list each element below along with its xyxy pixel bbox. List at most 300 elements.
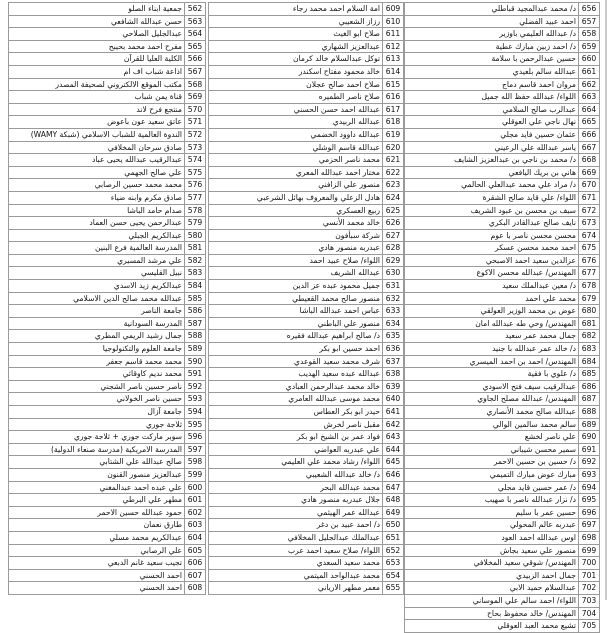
- row-name: محمد علي احمد: [405, 292, 579, 305]
- row-name: جامعة آزال: [9, 406, 185, 419]
- list-row: [9, 456, 206, 469]
- row-name: علي صالح الجهمي: [9, 166, 185, 179]
- row-number: 656: [579, 3, 600, 16]
- row-number: 660: [579, 53, 600, 66]
- row-number: 647: [383, 481, 404, 494]
- list-row: [405, 607, 600, 620]
- list-row: [405, 519, 600, 532]
- list-row: [405, 154, 600, 167]
- list-row: [405, 179, 600, 192]
- row-number: 695: [579, 494, 600, 507]
- row-name: عباس احمد عبدالله الباشا: [209, 305, 383, 318]
- row-number: 668: [579, 154, 600, 167]
- list-row: [209, 456, 404, 469]
- row-number: 634: [383, 317, 404, 330]
- row-number: 565: [185, 40, 206, 53]
- list-row: [9, 179, 206, 192]
- row-name: حسين عبدالرحمن با سلامة: [405, 53, 579, 66]
- row-name: عبدالكريم الجبلي: [9, 229, 185, 242]
- row-name: تجيب سعيد غانم الدبعي: [9, 557, 185, 570]
- row-name: خالد محمد عبدالرحمن العبادي: [209, 380, 383, 393]
- row-name: اوس عبدالله احمد العود: [405, 531, 579, 544]
- list-row: [9, 355, 206, 368]
- row-number: 642: [383, 418, 404, 431]
- row-number: 617: [383, 103, 404, 116]
- row-number: 677: [579, 267, 600, 280]
- row-name: مطهر علي البرطي: [9, 494, 185, 507]
- row-number: 652: [383, 544, 404, 557]
- row-number: 627: [383, 229, 404, 242]
- row-number: 598: [185, 456, 206, 469]
- row-number: 615: [383, 78, 404, 91]
- row-name: مروان احمد قاسم دماج: [405, 78, 579, 91]
- list-row: [9, 154, 206, 167]
- row-name: احمد عبيد الفضلي: [405, 15, 579, 28]
- list-row: [209, 28, 404, 41]
- list-row: [209, 179, 404, 192]
- row-name: اللواء/ احمد سالم علي الموساني: [405, 594, 579, 607]
- row-number: 567: [185, 65, 206, 78]
- list-row: [405, 78, 600, 91]
- row-name: عبدالرقيب عبدالله يحيى عباد: [9, 154, 185, 167]
- list-row: [209, 305, 404, 318]
- row-number: 704: [579, 607, 600, 620]
- list-row: [9, 406, 206, 419]
- list-row: [209, 217, 404, 230]
- row-name: عبدالله عمر الهيثمي: [209, 506, 383, 519]
- row-number: 562: [185, 3, 206, 16]
- row-name: منصور صالح محمد القعيطي: [209, 292, 383, 305]
- row-number: 591: [185, 368, 206, 381]
- row-name: طارق نعمان: [9, 519, 185, 532]
- row-number: 655: [383, 582, 404, 595]
- row-number: 670: [579, 179, 600, 192]
- list-row: [209, 343, 404, 356]
- list-row: [9, 91, 206, 104]
- row-name: د/ معين عبدالملك سعيد: [405, 280, 579, 293]
- row-number: 699: [579, 544, 600, 557]
- row-number: 696: [579, 506, 600, 519]
- list-row: [9, 481, 206, 494]
- list-row: [9, 78, 206, 91]
- list-row: [405, 431, 600, 444]
- list-row: [405, 242, 600, 255]
- list-row: [405, 91, 600, 104]
- list-row: [9, 531, 206, 544]
- row-name: عوض بن محمد الوزير العولقي: [405, 305, 579, 318]
- row-name: رزاز الشعيبي: [209, 15, 383, 28]
- list-row: [405, 229, 600, 242]
- list-row: [9, 317, 206, 330]
- row-number: 608: [185, 582, 206, 595]
- row-name: سالم محمد سالمين الوالي: [405, 418, 579, 431]
- list-row: [405, 3, 600, 16]
- list-row: [9, 544, 206, 557]
- row-number: 566: [185, 53, 206, 66]
- row-number: 595: [185, 418, 206, 431]
- row-number: 622: [383, 166, 404, 179]
- row-number: 674: [579, 229, 600, 242]
- row-number: 687: [579, 393, 600, 406]
- row-number: 592: [185, 380, 206, 393]
- row-name: علي عبده احمد عبدالمغني: [9, 481, 185, 494]
- row-number: 603: [185, 519, 206, 532]
- row-number: 639: [383, 380, 404, 393]
- row-number: 576: [185, 179, 206, 192]
- list-row: [9, 254, 206, 267]
- row-number: 625: [383, 204, 404, 217]
- list-row: [9, 494, 206, 507]
- row-number: 586: [185, 305, 206, 318]
- row-name: علي مرشد المسيري: [9, 254, 185, 267]
- row-name: عبدربه عالم المحولي: [405, 519, 579, 532]
- row-number: 698: [579, 531, 600, 544]
- row-name: احمد محمد محسن عسكر: [405, 242, 579, 255]
- list-row: [405, 280, 600, 293]
- list-row: [405, 217, 600, 230]
- row-name: احمد الحسني: [9, 569, 185, 582]
- row-number: 637: [383, 355, 404, 368]
- row-number: 672: [579, 204, 600, 217]
- row-number: 610: [383, 15, 404, 28]
- row-number: 583: [185, 267, 206, 280]
- row-number: 579: [185, 217, 206, 230]
- row-name: مقبل ناصر لخرش: [209, 418, 383, 431]
- row-name: د/ خالد عمر عبدالله با جنيد: [405, 343, 579, 356]
- row-name: المهندس/ خالد محفوظ بحاح: [405, 607, 579, 620]
- list-row: [405, 594, 600, 607]
- row-name: جمال محمد عمر سعيد: [405, 330, 579, 343]
- list-row: [405, 103, 600, 116]
- row-name: صادق سرحان المخلافي: [9, 141, 185, 154]
- row-number: 659: [579, 40, 600, 53]
- list-row: [405, 481, 600, 494]
- list-row: [9, 267, 206, 280]
- row-number: 601: [185, 494, 206, 507]
- list-row: [9, 292, 206, 305]
- row-number: 688: [579, 406, 600, 419]
- list-row: [9, 393, 206, 406]
- row-name: الكلية العليا للقرآن: [9, 53, 185, 66]
- row-number: 590: [185, 355, 206, 368]
- row-number: 594: [185, 406, 206, 419]
- row-number: 628: [383, 242, 404, 255]
- row-number: 663: [579, 91, 600, 104]
- row-number: 626: [383, 217, 404, 230]
- row-name: امة السلام احمد محمد رجاء: [209, 3, 383, 16]
- row-number: 665: [579, 116, 600, 129]
- row-name: صلاح ابو الغيث: [209, 28, 383, 41]
- list-row: [209, 380, 404, 393]
- row-name: نايف صالح عبدالقادر البكري: [405, 217, 579, 230]
- row-number: 648: [383, 494, 404, 507]
- row-number: 619: [383, 128, 404, 141]
- row-number: 573: [185, 141, 206, 154]
- row-name: جلال عبدربه منصور هادي: [209, 494, 383, 507]
- row-number: 666: [579, 128, 600, 141]
- row-name: المهندس/ عبدالله مصلح الجاوي: [405, 393, 579, 406]
- row-name: خالد محمود مفتاح اسكندر: [209, 65, 383, 78]
- list-row: [209, 154, 404, 167]
- row-number: 631: [383, 280, 404, 293]
- list-row: [9, 380, 206, 393]
- row-number: 678: [579, 280, 600, 293]
- row-number: 641: [383, 406, 404, 419]
- row-name: صادق مكرم وابنه ضياء: [9, 191, 185, 204]
- list-row: [9, 40, 206, 53]
- row-number: 643: [383, 431, 404, 444]
- row-name: صلاح ناصر الطميره: [209, 91, 383, 104]
- list-row: [209, 317, 404, 330]
- row-number: 596: [185, 431, 206, 444]
- names-list-sheet: [4, 2, 600, 631]
- row-name: محمد عبدالواحد الميتمي: [209, 569, 383, 582]
- list-row: [9, 3, 206, 16]
- list-row: [209, 443, 404, 456]
- list-row: [9, 128, 206, 141]
- list-row: [405, 28, 600, 41]
- row-name: مكتب الموقع الالكتروني لصحيفة المصدر: [9, 78, 185, 91]
- row-number: 604: [185, 531, 206, 544]
- list-row: [9, 53, 206, 66]
- list-row: [9, 28, 206, 41]
- row-name: قناة يمن شباب: [9, 91, 185, 104]
- row-number: 673: [579, 217, 600, 230]
- row-name: عبدالعزيز منصور القنون: [9, 468, 185, 481]
- row-name: د/ حسين بن حسين الاحمر: [405, 456, 579, 469]
- row-name: جميل محمود عبده عز الدين: [209, 280, 383, 293]
- row-name: عاتق سعيد عون باعوض: [9, 116, 185, 129]
- row-name: عبدالسلام حميد الابي: [405, 582, 579, 595]
- row-name: عبدالله داوود الخضمي: [209, 128, 383, 141]
- row-name: جمال رشيد الريمي المطري: [9, 330, 185, 343]
- row-name: معمر مطهر الارياني: [209, 582, 383, 595]
- row-name: عبدالله عبده سعيد الهديب: [209, 368, 383, 381]
- list-row: [209, 280, 404, 293]
- row-name: عبدالله احمد حسن الحسني: [209, 103, 383, 116]
- list-row: [405, 191, 600, 204]
- list-row: [209, 393, 404, 406]
- list-row: [209, 418, 404, 431]
- list-row: [209, 40, 404, 53]
- row-number: 640: [383, 393, 404, 406]
- list-row: [9, 65, 206, 78]
- list-row: [9, 191, 206, 204]
- row-name: علي ناصر لخشع: [405, 431, 579, 444]
- row-number: 570: [185, 103, 206, 116]
- row-name: د/ مراد علي محمد عبدالعلي الحالمي: [405, 179, 579, 192]
- row-number: 693: [579, 468, 600, 481]
- list-row: [209, 267, 404, 280]
- row-number: 697: [579, 519, 600, 532]
- row-name: عبدالله قاسم الوشلي: [209, 141, 383, 154]
- row-number: 584: [185, 280, 206, 293]
- list-row: [405, 166, 600, 179]
- row-name: صدام حامد الباشا: [9, 204, 185, 217]
- row-name: منصور علي سعيد بجاش: [405, 544, 579, 557]
- list-row: [405, 506, 600, 519]
- row-name: عبدالعزيز الشهاري: [209, 40, 383, 53]
- row-name: منصور علي الباطني: [209, 317, 383, 330]
- list-row: [405, 557, 600, 570]
- list-row: [209, 330, 404, 343]
- list-row: [405, 65, 600, 78]
- list-row: [209, 557, 404, 570]
- list-row: [9, 15, 206, 28]
- row-number: 675: [579, 242, 600, 255]
- row-name: شركة سبأفون: [209, 229, 383, 242]
- row-name: حيدر ابو بكر العطاس: [209, 406, 383, 419]
- list-row: [405, 254, 600, 267]
- list-row: [9, 569, 206, 582]
- row-number: 649: [383, 506, 404, 519]
- row-number: 691: [579, 443, 600, 456]
- row-name: فواد عمر بن الشيخ ابو بكر: [209, 431, 383, 444]
- row-number: 577: [185, 191, 206, 204]
- row-number: 686: [579, 380, 600, 393]
- row-number: 658: [579, 28, 600, 41]
- names-column-left: [8, 2, 206, 595]
- list-row: [209, 431, 404, 444]
- list-row: [9, 217, 206, 230]
- list-row: [209, 582, 404, 595]
- row-name: المهندس/ شوقي سعيد المخلافي: [405, 557, 579, 570]
- row-name: صلاح احمد صالح عجلان: [209, 78, 383, 91]
- row-number: 702: [579, 582, 600, 595]
- row-name: حسين ناصر الخولاني: [9, 393, 185, 406]
- row-number: 618: [383, 116, 404, 129]
- row-number: 676: [579, 254, 600, 267]
- list-row: [209, 141, 404, 154]
- row-name: عبدالجليل الصلاحي: [9, 28, 185, 41]
- row-number: 614: [383, 65, 404, 78]
- list-row: [9, 343, 206, 356]
- row-name: منتجع فرح لاند: [9, 103, 185, 116]
- row-name: سيف بن محسن بن عبود الشريف: [405, 204, 579, 217]
- row-number: 685: [579, 368, 600, 381]
- row-name: اللواء/ صلاح عبيد احمد: [209, 254, 383, 267]
- row-number: 653: [383, 557, 404, 570]
- list-row: [405, 468, 600, 481]
- row-name: عثمان حسين فايد مجلي: [405, 128, 579, 141]
- row-number: 568: [185, 78, 206, 91]
- list-row: [209, 229, 404, 242]
- row-name: د/ محمد عبدالمجيد قباطلي: [405, 3, 579, 16]
- row-name: مبارك عوض مبارك التميمي: [405, 468, 579, 481]
- row-name: عبدالله سالم بلعيدي: [405, 65, 579, 78]
- list-row: [209, 494, 404, 507]
- list-row: [209, 15, 404, 28]
- row-number: 606: [185, 557, 206, 570]
- list-row: [9, 443, 206, 456]
- list-row: [209, 519, 404, 532]
- row-name: الندوة العالمية للشباب الاسلامي (شبكة WAMY): [9, 128, 185, 141]
- row-name: جامعة الناصر: [9, 305, 185, 318]
- list-row: [9, 305, 206, 318]
- list-row: [9, 418, 206, 431]
- row-number: 703: [579, 594, 600, 607]
- row-name: هاني بن بريك اليافعي: [405, 166, 579, 179]
- row-number: 661: [579, 65, 600, 78]
- list-row: [405, 380, 600, 393]
- row-number: 629: [383, 254, 404, 267]
- list-row: [405, 330, 600, 343]
- row-number: 569: [185, 91, 206, 104]
- row-number: 705: [579, 620, 600, 633]
- row-number: 613: [383, 53, 404, 66]
- list-row: [209, 368, 404, 381]
- row-number: 602: [185, 506, 206, 519]
- row-number: 593: [185, 393, 206, 406]
- row-number: 624: [383, 191, 404, 204]
- list-row: [405, 620, 600, 633]
- list-row: [405, 582, 600, 595]
- list-row: [209, 292, 404, 305]
- list-row: [209, 116, 404, 129]
- list-row: [405, 443, 600, 456]
- row-number: 581: [185, 242, 206, 255]
- row-number: 684: [579, 355, 600, 368]
- row-name: نبيل القليسي: [9, 267, 185, 280]
- row-name: جمعية ابناء الصلو: [9, 3, 185, 16]
- row-number: 636: [383, 343, 404, 356]
- row-name: نهال ناجي علي العوقلي: [405, 116, 579, 129]
- row-name: محمد سعيد السعدي: [209, 557, 383, 570]
- row-number: 623: [383, 179, 404, 192]
- row-number: 654: [383, 569, 404, 582]
- row-name: محمد محمد حسين الرصابي: [9, 179, 185, 192]
- row-name: اللواء/ صلاح سعيد احمد عرب: [209, 544, 383, 557]
- row-number: 600: [185, 481, 206, 494]
- row-name: محسن محسن ناصر با عوم: [405, 229, 579, 242]
- list-row: [209, 254, 404, 267]
- row-name: عبدالملك عبدالجليل المخلافي: [209, 531, 383, 544]
- list-row: [9, 242, 206, 255]
- row-name: محمد نديم كاوقائي: [9, 368, 185, 381]
- row-name: علي عبدربه العواضي: [209, 443, 383, 456]
- row-name: عبدربه منصور هادي: [209, 242, 383, 255]
- row-name: شرف محمد سعيد القوعدي: [209, 355, 383, 368]
- list-row: [405, 406, 600, 419]
- row-number: 662: [579, 78, 600, 91]
- list-row: [209, 569, 404, 582]
- row-name: عبدالله صالح محمد الأنصاري: [405, 406, 579, 419]
- list-row: [209, 65, 404, 78]
- row-number: 571: [185, 116, 206, 129]
- list-row: [9, 116, 206, 129]
- row-name: د/ احمد زبين مبارك عطية: [405, 40, 579, 53]
- row-name: حسين عمر با سليم: [405, 506, 579, 519]
- row-name: محمد محمد قاسم جعفر: [9, 355, 185, 368]
- row-name: منصور علي الزافني: [209, 179, 383, 192]
- row-number: 701: [579, 569, 600, 582]
- row-name: محمد ناصر الحزمي: [209, 154, 383, 167]
- row-name: توكل عبدالسلام خالد كرمان: [209, 53, 383, 66]
- row-name: هادل الزعلي والمعروف بهائل الشرعبي: [209, 191, 383, 204]
- row-name: ياسر عبدالله علي الرعيني: [405, 141, 579, 154]
- list-row: [209, 3, 404, 16]
- row-number: 638: [383, 368, 404, 381]
- row-name: جمال احمد الزبيدي: [405, 569, 579, 582]
- list-row: [405, 116, 600, 129]
- list-row: [405, 40, 600, 53]
- row-number: 646: [383, 468, 404, 481]
- row-name: صالح عبدالله علي الشتابي: [9, 456, 185, 469]
- row-name: د/ علوي با فقية: [405, 368, 579, 381]
- row-name: حمود عبدالله حسين الاحمر: [9, 506, 185, 519]
- row-name: عبدالكريم محمد مسلي: [9, 531, 185, 544]
- list-row: [209, 531, 404, 544]
